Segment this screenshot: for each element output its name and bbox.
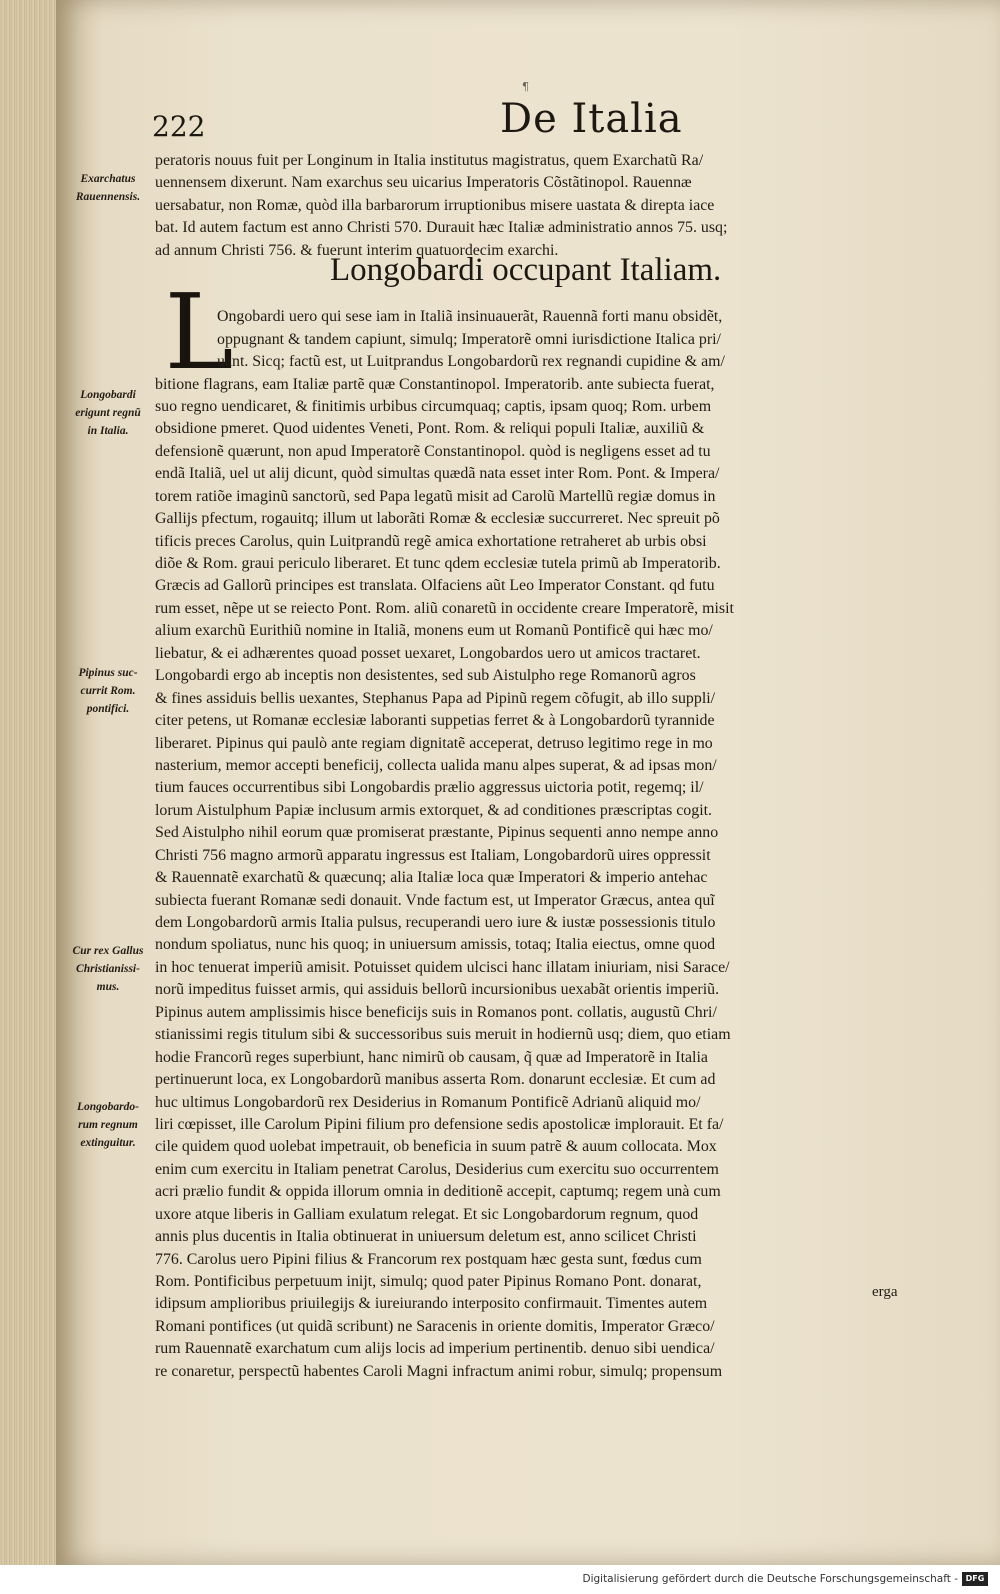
- text-line: oppugnant & tandem capiunt, simulq; Imperatorẽ omni iurisdictione Italica pri/: [217, 330, 721, 348]
- text-line: in hoc tenuerat imperiũ amisit. Potuisset quidem ulcisci hanc illatam iniuriam, nisi Sarace/: [155, 958, 730, 976]
- text-line: endã Italiã, uel ut alij dicunt, quòd simultas quædã nata esset inter Rom. Pont. & Impera/: [155, 465, 720, 483]
- text-line: liri cœpisset, ille Carolum Pipini filium pro defensione sedis apostolicæ implorauit. Et fa/: [155, 1115, 724, 1133]
- section-heading: Longobardi occupant Italiam.: [330, 252, 722, 288]
- text-line: norũ impeditus fuisset armis, qui assiduis bellorũ incursionibus uexabãt orientis imperiũ.: [155, 981, 720, 999]
- text-line: rum esset, nẽpe ut se reiecto Pont. Rom. aliũ conaretũ in occidente creare Imperatorẽ, misit: [155, 599, 734, 617]
- text-line: obsidione pmeret. Quod uidentes Veneti, Pont. Rom. & reliqui populi Italiæ, auxiliũ &: [155, 420, 705, 438]
- text-line: Gallijs pfectum, rogauitq; illum ut laborãti Romæ & ecclesiæ succurreret. Nec spreuit põ: [155, 510, 720, 528]
- funding-notice: Digitalisierung gefördert durch die Deutsche Forschungsgemeinschaft -: [582, 1573, 958, 1585]
- text-line: Sed Aistulpho nihil eorum quæ promiserat præstante, Pipinus sequenti anno nempe anno: [155, 824, 719, 842]
- text-line: enim cum exercitu in Italiam penetrat Carolus, Desiderius cum exercitu suo occurrentem: [155, 1160, 719, 1178]
- text-line: tificis preces Carolus, quin Luitprandũ regẽ amica exhortatione retraheret ab urbis obsi: [155, 532, 707, 550]
- top-mark: ¶: [522, 80, 529, 93]
- text-line: Græcis ad Gallorũ principes est translata. Olfaciens aũt Leo Imperator Constant. qd futu: [155, 577, 715, 595]
- side-note-line: in Italia.: [87, 425, 129, 437]
- text-line: subiecta fuerant Romanæ sedi donauit. Vnde factum est, ut Imperator Græcus, antea quĩ: [155, 891, 715, 909]
- text-line: Longobardi ergo ab inceptis non desistentes, sed sub Aistulpho rege Romanorũ agros: [155, 667, 696, 685]
- text-line: Ongobardi uero qui sese iam in Italiã insinuauerãt, Rauennã forti manu obsidẽt,: [217, 308, 723, 326]
- text-line: suo regno uendicaret, & finitimis urbibus circumquaq; captis, ipsam quoq; Rom. urbem: [155, 397, 712, 415]
- footer-bar: [0, 1565, 1000, 1594]
- side-note-line: Rauennensis.: [75, 191, 141, 203]
- text-line: nasterium, memor accepti beneficij, collecta ualida manu alpes superat, & ad ipsas mon/: [155, 756, 717, 774]
- text-line: huc ultimus Longobardorũ rex Desiderius in Romanum Pontificẽ Adrianũ aliquid mo/: [155, 1093, 701, 1111]
- text-line: liebatur, & ei adhærentes quoad posset uexaret, Longobardos uero ut amicos tractaret.: [155, 644, 701, 662]
- side-note-line: erigunt regnũ: [75, 407, 141, 419]
- side-note-pipinus: [62, 664, 154, 718]
- text-line: uant. Sicq; factũ est, ut Luitprandus Longobardorũ rex regnandi cupidine & am/: [217, 353, 725, 371]
- text-line: re conaretur, perspectũ habentes Caroli Magni infractum animi robur, simulq; propensum: [155, 1362, 723, 1380]
- text-line: & fines assiduis bellis uexantes, Stephanus Papa ad Pipinũ regem cõfugit, ab illo suppli/: [155, 689, 716, 707]
- text-line: acri prælio fundit & oppida illorum omnia in deditionẽ accepit, captumq; regem unà cum: [155, 1183, 721, 1201]
- text-line: [155, 1383, 925, 1405]
- text-line: defensionẽ quærunt, non apud Imperatorẽ Constantinopol. quòd is negligens esset ad tu: [155, 442, 711, 460]
- side-note-line: mus.: [96, 981, 120, 993]
- drop-cap-initial: L: [164, 271, 234, 393]
- side-note-longobardi-regnum: [62, 386, 154, 440]
- side-note-exarchatus: [62, 170, 154, 206]
- side-note-line: extinguitur.: [80, 1137, 136, 1149]
- side-note-line: Christianissi-: [76, 963, 140, 975]
- text-line: hodie Francorũ reges superbiunt, hanc nimirũ ob causam, q̃ quæ ad Imperatorẽ in Italia: [155, 1048, 708, 1066]
- text-line: bat. Id autem factum est anno Christi 570. Durauit hæc Italiæ administratio annos 75. usq;: [155, 219, 728, 237]
- page-number: 222: [152, 110, 206, 143]
- text-line: 776. Carolus uero Pipini filius & Francorum rex postquam hæc gesta sunt, fœdus cum: [155, 1250, 702, 1268]
- text-line: lorum Aistulphum Papiæ inclusum armis extorquet, & ad conditiones præscriptas cogit.: [155, 801, 712, 819]
- text-line: pertinuerunt loca, ex Longobardorũ manibus asserta Rom. donarunt ecclesiæ. Et cum ad: [155, 1071, 716, 1089]
- text-line: alium exarchũ Eurithiũ nomine in Italiã, monens eum ut Romanũ Pontificẽ qui hæc mo/: [155, 622, 713, 640]
- text-line: nondum spoliatus, nunc his quoq; in uniuersum amissis, totaq; Italia eiectus, omne quod: [155, 936, 716, 954]
- text-line: liberaret. Pipinus qui paulò ante regiam dignitatẽ acceperat, detruso legitimo rege in mo: [155, 734, 713, 752]
- side-note-rex-gallus: [62, 942, 154, 996]
- text-line: torem ratiõe imaginũ sanctorũ, sed Papa legatũ misit ad Carolũ Martellũ regiæ domus in: [155, 487, 716, 505]
- side-note-line: Exarchatus: [80, 173, 136, 185]
- text-line: uersabatur, non Romæ, quòd illa barbarorum irruptionibus misere uastata & direpta iace: [155, 196, 715, 214]
- running-head: De Italia: [500, 96, 683, 142]
- text-line: dem Longobardorũ armis Italia pulsus, recuperandi uero iure & iustæ possessionis titulo: [155, 914, 716, 931]
- dfg-logo: DFG: [962, 1572, 988, 1586]
- catchword: erga: [872, 1284, 898, 1300]
- text-line: tium fauces occurrentibus sibi Longobardis prælio aggressus uictoria potit, regemq; il/: [155, 779, 704, 797]
- side-note-line: Pipinus suc-: [78, 667, 138, 679]
- text-line: Romani pontifices (ut quidã scribunt) ne Saracenis in oriente domitis, Imperator Græco/: [155, 1317, 715, 1335]
- text-line: cile quidem quod uolebat impetrauit, ob beneficia in suum patrẽ & auum collocata. Mox: [155, 1138, 717, 1156]
- side-note-line: pontifici.: [86, 703, 130, 715]
- side-note-line: currit Rom.: [80, 685, 136, 697]
- side-note-regnum-extinguitur: [62, 1098, 154, 1152]
- text-line: bitione flagrans, eam Italiæ partẽ quæ Constantinopol. Imperatorib. ante subiecta fuerat,: [155, 375, 715, 393]
- side-note-line: Cur rex Gallus: [72, 945, 144, 957]
- text-line: annis plus ducentis in Italia obtinuerat in uniuersum deletum est, anno scilicet Christi: [155, 1228, 697, 1246]
- text-line: peratoris nouus fuit per Longinum in Italia institutus magistratus, quem Exarchatũ Ra/: [155, 152, 704, 169]
- text-line: Rom. Pontificibus perpetuum inijt, simulq; quod pater Pipinus Romano Pont. donarat,: [155, 1273, 702, 1290]
- body-text: [155, 150, 925, 1406]
- text-line: citer petens, ut Romanæ ecclesiæ laboranti suppetias ferret & à Longobardorũ tyrannide: [155, 712, 715, 730]
- text-line: diõe & Rom. graui periculo liberaret. Et tunc qdem ecclesiæ tutela primũ ab Imperatorib.: [155, 555, 721, 572]
- side-note-line: rum regnum: [78, 1119, 138, 1131]
- side-note-line: Longobardi: [80, 389, 136, 401]
- text-line: Christi 756 magno armorũ apparatu ingressus est Italiam, Longobardorũ uires oppressit: [155, 846, 711, 864]
- heading-spacer: [155, 262, 925, 306]
- text-line: Pipinus autem amplissimis hisce beneficijs suis in Romanos pont. collatis, augustũ Chri/: [155, 1003, 717, 1021]
- text-line: idipsum amplioribus priuilegijs & iureiurando interposito confirmauit. Timentes autem: [155, 1295, 708, 1313]
- text-line: uennensem dixerunt. Nam exarchus seu uicarius Imperatoris Cõstãtinopol. Rauennæ: [155, 174, 692, 192]
- text-line: rum Rauennatẽ exarchatum cum alijs locis ad imperium pertinentib. denuo sibi uendica/: [155, 1340, 715, 1358]
- text-line: uxore atque liberis in Galliam exulatum relegat. Et sic Longobardorum regnum, quod: [155, 1205, 699, 1223]
- side-note-line: Longobardo-: [77, 1101, 139, 1113]
- text-line: stianissimi regis titulum sibi & successoribus suis meruit in hodiernũ usq; diem, quo etiam: [155, 1026, 731, 1044]
- text-line: ad annum Christi 756. & fuerunt interim quatuordecim exarchi.: [155, 241, 559, 259]
- text-line: & Rauennatẽ exarchatũ & quæcunq; alia Italiæ loca quæ Imperatori & imperio antehac: [155, 869, 708, 887]
